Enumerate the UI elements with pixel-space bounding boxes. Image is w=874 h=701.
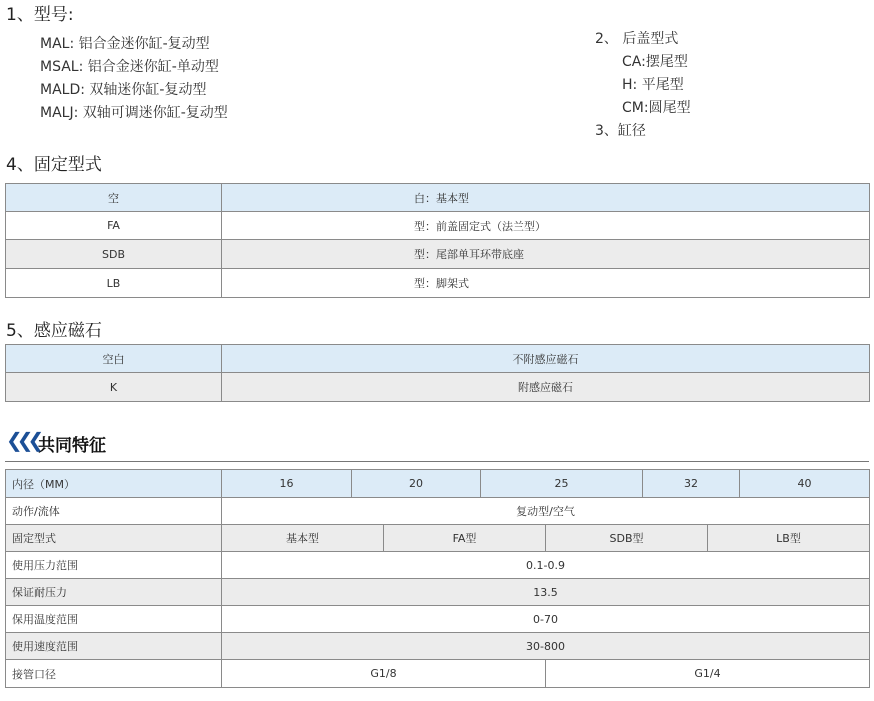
table-row-temperature [6, 606, 870, 633]
bore-25: 25 [481, 470, 643, 498]
mount-sdb: SDB型 [546, 525, 708, 552]
rear-cover-cm: CM:圆尾型 [622, 100, 691, 116]
magnet-desc: 附感应磁石 [222, 373, 870, 402]
mount-label: 固定型式 [6, 525, 222, 552]
bore-20: 20 [352, 470, 481, 498]
magnet-code: 空白 [6, 345, 222, 373]
magnet-desc: 不附感应磁石 [222, 345, 870, 373]
mount-code: LB [6, 269, 222, 298]
rear-cover-list [622, 51, 691, 120]
mount-fa: FA型 [384, 525, 546, 552]
proof-label: 保证耐压力 [6, 579, 222, 606]
table-row-speed [6, 633, 870, 660]
model-list [40, 33, 228, 125]
mount-lb: LB型 [708, 525, 870, 552]
mount-code: SDB [6, 240, 222, 269]
speed-value: 30-800 [222, 633, 870, 660]
mount-type-table [5, 183, 870, 298]
section-2-title: 2、 后盖型式 [595, 31, 679, 47]
magnet-code: K [6, 373, 222, 402]
mount-desc: 型：尾部单耳环带底座 [222, 240, 870, 269]
common-features-title: 共同特征 [38, 436, 106, 456]
bore-40: 40 [740, 470, 870, 498]
table-row-port [6, 660, 870, 688]
table-row-pressure [6, 552, 870, 579]
port-g18: G1/8 [222, 660, 546, 688]
table-row-bore [6, 470, 870, 498]
port-label: 接管口径 [6, 660, 222, 688]
temperature-label: 保用温度范围 [6, 606, 222, 633]
rear-cover-ca: CA:摆尾型 [622, 54, 688, 70]
table-row-proof [6, 579, 870, 606]
section-1-title: 1、型号: [6, 5, 74, 25]
bore-label: 内径（MM） [6, 470, 222, 498]
speed-label: 使用速度范围 [6, 633, 222, 660]
model-line-msal: MSAL: 铝合金迷你缸-单动型 [40, 59, 219, 75]
table-row [6, 184, 870, 212]
mount-code: FA [6, 212, 222, 240]
mount-desc: 白：基本型 [222, 184, 870, 212]
table-row-mount [6, 525, 870, 552]
port-g14: G1/4 [546, 660, 870, 688]
bore-16: 16 [222, 470, 352, 498]
table-row-action [6, 498, 870, 525]
common-features-table [5, 469, 870, 688]
table-row [6, 212, 870, 240]
bore-32: 32 [643, 470, 740, 498]
chevron-left-icon: ❮❮❮ [6, 428, 39, 452]
table-row [6, 240, 870, 269]
pressure-value: 0.1-0.9 [222, 552, 870, 579]
mount-code: 空 [6, 184, 222, 212]
action-value: 复动型/空气 [222, 498, 870, 525]
table-row [6, 269, 870, 298]
section-5-title: 5、感应磁石 [6, 321, 102, 341]
model-line-mald: MALD: 双轴迷你缸-复动型 [40, 82, 207, 98]
table-row [6, 373, 870, 402]
mount-basic: 基本型 [222, 525, 384, 552]
table-row [6, 345, 870, 373]
action-label: 动作/流体 [6, 498, 222, 525]
rear-cover-h: H: 平尾型 [622, 77, 684, 93]
section-3-title: 3、缸径 [595, 123, 646, 139]
temperature-value: 0-70 [222, 606, 870, 633]
pressure-label: 使用压力范围 [6, 552, 222, 579]
model-line-mal: MAL: 铝合金迷你缸-复动型 [40, 36, 210, 52]
magnet-table [5, 344, 870, 402]
mount-desc: 型：脚架式 [222, 269, 870, 298]
section-4-title: 4、固定型式 [6, 155, 102, 175]
mount-desc: 型：前盖固定式（法兰型） [222, 212, 870, 240]
section-divider [5, 461, 869, 462]
proof-value: 13.5 [222, 579, 870, 606]
model-line-malj: MALJ: 双轴可调迷你缸-复动型 [40, 105, 228, 121]
